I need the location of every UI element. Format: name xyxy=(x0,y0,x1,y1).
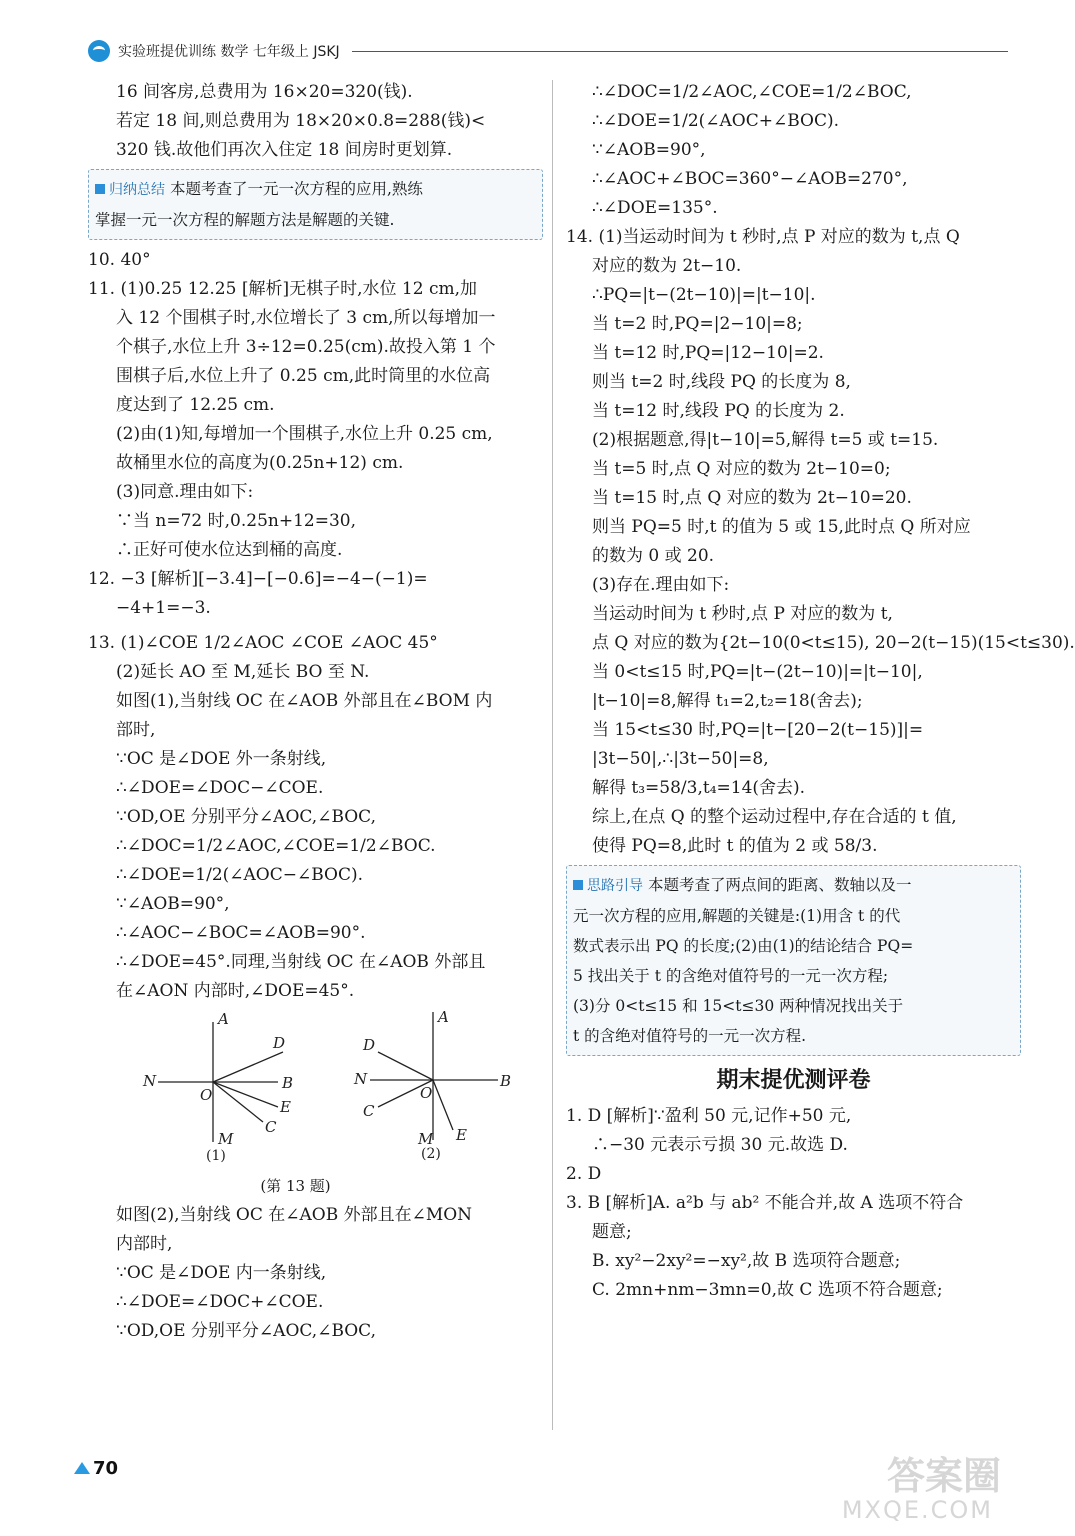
header-title: 实验班提优训练 数学 七年级上 JSKJ xyxy=(118,44,340,60)
text-line: ∴∠DOC=1/2∠AOC,∠COE=1/2∠BOC, xyxy=(592,82,912,102)
hint-text: 数式表示出 PQ 的长度;(2)由(1)的结论结合 PQ= xyxy=(573,937,914,955)
text-line: 当 15<t≤30 时,PQ=|t−[20−2(t−15)]|= xyxy=(592,720,924,740)
section-title: 期末提优测评卷 xyxy=(716,1068,871,1093)
fig2-label: D xyxy=(363,1036,376,1054)
text-line: 围棋子后,水位上升了 0.25 cm,此时筒里的水位高 xyxy=(116,366,491,386)
fig1-label: D xyxy=(273,1034,286,1052)
summary-text: 本题考查了一元一次方程的应用,熟练 xyxy=(169,180,423,198)
text-line: (3)同意.理由如下: xyxy=(116,482,254,502)
text-line: 点 Q 对应的数为{2t−10(0<t≤15), 20−2(t−15)(15<t≤30). xyxy=(592,633,1075,653)
text-line: (3)存在.理由如下: xyxy=(592,575,730,595)
text-line: |t−10|=8,解得 t₁=2,t₂=18(舍去); xyxy=(592,691,863,711)
answer-line: 1. D [解析]∵盈利 50 元,记作+50 元, xyxy=(566,1106,852,1126)
text-line: 则当 t=2 时,线段 PQ 的长度为 8, xyxy=(592,372,851,392)
page-number xyxy=(74,1458,118,1479)
text-line: ∵OD,OE 分别平分∠AOC,∠BOC, xyxy=(116,807,376,827)
text-line: 如图(1),当射线 OC 在∠AOB 外部且在∠BOM 内 xyxy=(116,691,493,711)
hint-box xyxy=(566,865,1021,1056)
summary-text: 掌握一元一次方程的解题方法是解题的关键. xyxy=(95,211,395,229)
fig2-ray-od xyxy=(378,1052,433,1080)
fig2-caption: (2) xyxy=(421,1146,441,1162)
text-line: 在∠AON 内部时,∠DOE=45°. xyxy=(116,981,355,1001)
fig2-label: N xyxy=(354,1070,368,1088)
text-line: 个棋子,水位上升 3÷12=0.25(cm).故投入第 1 个 xyxy=(116,337,496,357)
answer-line: 10. 40° xyxy=(88,250,151,270)
fig1-caption: (1) xyxy=(206,1148,226,1164)
hint-text: 元一次方程的应用,解题的关键是:(1)用含 t 的代 xyxy=(573,907,901,925)
text-line: ∴∠DOC=1/2∠AOC,∠COE=1/2∠BOC. xyxy=(116,836,436,856)
fig1-label: C xyxy=(265,1118,277,1136)
figure-13 xyxy=(88,1008,543,1172)
text-line: 320 钱.故他们再次入住定 18 间房时更划算. xyxy=(116,140,453,160)
text-line: 对应的数为 2t−10. xyxy=(592,256,742,276)
text-line: 则当 PQ=5 时,t 的值为 5 或 15,此时点 Q 所对应 xyxy=(592,517,971,537)
text-line: 当 t=15 时,点 Q 对应的数为 2t−10=20. xyxy=(592,488,912,508)
fig1-label: M xyxy=(218,1130,234,1148)
text-line: B. xy²−2xy²=−xy²,故 B 选项符合题意; xyxy=(592,1251,901,1271)
text-line: ∵OC 是∠DOE 外一条射线, xyxy=(116,749,327,769)
text-line: ∴正好可使水位达到桶的高度. xyxy=(116,540,343,560)
text-line: ∴PQ=|t−(2t−10)|=|t−10|. xyxy=(592,285,816,305)
text-line: −4+1=−3. xyxy=(116,598,211,618)
text-line: ∴−30 元表示亏损 30 元.故选 D. xyxy=(592,1135,848,1155)
hint-text: 本题考查了两点间的距离、数轴以及一 xyxy=(647,876,912,894)
up-arrow-icon xyxy=(74,1462,90,1474)
fig2-label: O xyxy=(420,1084,433,1102)
answer-line: 14. (1)当运动时间为 t 秒时,点 P 对应的数为 t,点 Q xyxy=(566,227,960,247)
column-divider xyxy=(552,80,553,1430)
fig1-ray-oc xyxy=(213,1082,263,1122)
text-line: (2)延长 AO 至 M,延长 BO 至 N. xyxy=(116,662,370,682)
text-line: 解得 t₃=58/3,t₄=14(舍去). xyxy=(592,778,806,798)
answer-line: 13. (1)∠COE 1/2∠AOC ∠COE ∠AOC 45° xyxy=(88,633,438,653)
fig1-label: O xyxy=(200,1086,213,1104)
text-line: 当 t=2 时,PQ=|2−10|=8; xyxy=(592,314,803,334)
text-line: 的数为 0 或 20. xyxy=(592,546,715,566)
text-line: 使得 PQ=8,此时 t 的值为 2 或 58/3. xyxy=(592,836,878,856)
angle-diagrams xyxy=(138,1008,518,1172)
hint-text: t 的含绝对值符号的一元一次方程. xyxy=(573,1027,807,1045)
text-line: 当 t=5 时,点 Q 对应的数为 2t−10=0; xyxy=(592,459,891,479)
text-line: ∴∠DOE=∠DOC−∠COE. xyxy=(116,778,324,798)
hint-text: 5 找出关于 t 的含绝对值符号的一元一次方程; xyxy=(573,967,889,985)
answer-line: 2. D xyxy=(566,1164,602,1184)
text-line: 度达到了 12.25 cm. xyxy=(116,395,275,415)
fig2-ray-oe xyxy=(433,1080,453,1130)
figure-caption: (第 13 题) xyxy=(260,1177,331,1195)
text-line: ∴∠DOE=45°.同理,当射线 OC 在∠AOB 外部且 xyxy=(116,952,486,972)
watermark-logo: 答案圈 xyxy=(886,1454,1001,1498)
text-line: ∵∠AOB=90°, xyxy=(592,140,706,160)
square-marker-icon xyxy=(573,880,583,890)
hint-text: (3)分 0<t≤15 和 15<t≤30 两种情况找出关于 xyxy=(573,997,904,1015)
summary-box xyxy=(88,169,543,240)
summary-box-line xyxy=(95,174,536,205)
square-marker-icon xyxy=(95,184,105,194)
fig2-label: B xyxy=(500,1072,512,1090)
text-line: C. 2mn+nm−3mn=0,故 C 选项不符合题意; xyxy=(592,1280,943,1300)
text-line: ∵∠AOB=90°, xyxy=(116,894,230,914)
fig1-label: N xyxy=(143,1072,157,1090)
hint-box-line xyxy=(573,870,1014,901)
text-line: (2)根据题意,得|t−10|=5,解得 t=5 或 t=15. xyxy=(592,430,939,450)
text-line: 故桶里水位的高度为(0.25n+12) cm. xyxy=(116,453,404,473)
text-line: 当 t=12 时,PQ=|12−10|=2. xyxy=(592,343,824,363)
text-line: 当运动时间为 t 秒时,点 P 对应的数为 t, xyxy=(592,604,893,624)
summary-badge: 归纳总结 xyxy=(109,182,165,198)
fig2-label: C xyxy=(363,1102,375,1120)
text-line: ∴∠DOE=1/2(∠AOC−∠BOC). xyxy=(116,865,364,885)
text-line: ∵OC 是∠DOE 内一条射线, xyxy=(116,1263,327,1283)
text-line: ∴∠AOC+∠BOC=360°−∠AOB=270°, xyxy=(592,169,908,189)
fig1-label: E xyxy=(280,1098,291,1116)
text-line: ∴∠AOC−∠BOC=∠AOB=90°. xyxy=(116,923,366,943)
text-line: 若定 18 间,则总费用为 18×20×0.8=288(钱)< xyxy=(116,111,486,131)
book-logo-icon xyxy=(88,40,110,62)
text-line: ∵当 n=72 时,0.25n+12=30, xyxy=(116,511,356,531)
answer-line: 3. B [解析]A. a²b 与 ab² 不能合并,故 A 选项不符合 xyxy=(566,1193,964,1213)
fig1-ray-oe xyxy=(213,1082,278,1107)
right-column xyxy=(566,78,1075,1305)
watermark-url: MXQE.COM xyxy=(841,1496,993,1524)
text-line: 内部时, xyxy=(116,1234,173,1254)
text-line: 综上,在点 Q 的整个运动过程中,存在合适的 t 值, xyxy=(592,807,957,827)
text-line: (2)由(1)知,每增加一个围棋子,水位上升 0.25 cm, xyxy=(116,424,493,444)
fig2-label: E xyxy=(456,1126,467,1144)
fig1-label: B xyxy=(282,1074,294,1092)
text-line: 16 间客房,总费用为 16×20=320(钱). xyxy=(116,82,413,102)
text-line: ∴∠DOE=∠DOC+∠COE. xyxy=(116,1292,324,1312)
text-line: |3t−50|,∴|3t−50|=8, xyxy=(592,749,769,769)
fig1-label: A xyxy=(218,1010,229,1028)
page-number-text: 70 xyxy=(93,1458,119,1479)
fig2-label: A xyxy=(438,1008,449,1026)
fig1-ray-od xyxy=(213,1052,283,1082)
fig2-label: M xyxy=(418,1130,434,1148)
text-line: 如图(2),当射线 OC 在∠AOB 外部且在∠MON xyxy=(116,1205,473,1225)
text-line: 部时, xyxy=(116,720,156,740)
page-header xyxy=(88,36,1008,66)
text-line: 当 0<t≤15 时,PQ=|t−(2t−10)|=|t−10|, xyxy=(592,662,923,682)
text-line: ∴∠DOE=135°. xyxy=(592,198,718,218)
text-line: ∵OD,OE 分别平分∠AOC,∠BOC, xyxy=(116,1321,376,1341)
text-line: ∴∠DOE=1/2(∠AOC+∠BOC). xyxy=(592,111,840,131)
header-rule xyxy=(352,51,1008,52)
answer-line: 12. −3 [解析][−3.4]−[−0.6]=−4−(−1)= xyxy=(88,569,428,589)
text-line: 当 t=12 时,线段 PQ 的长度为 2. xyxy=(592,401,845,421)
hint-badge: 思路引导 xyxy=(587,878,643,894)
answer-line: 11. (1)0.25 12.25 [解析]无棋子时,水位 12 cm,加 xyxy=(88,279,477,299)
text-line: 入 12 个围棋子时,水位增长了 3 cm,所以每增加一 xyxy=(116,308,496,328)
text-line: 题意; xyxy=(592,1222,632,1242)
left-column xyxy=(88,78,543,1346)
